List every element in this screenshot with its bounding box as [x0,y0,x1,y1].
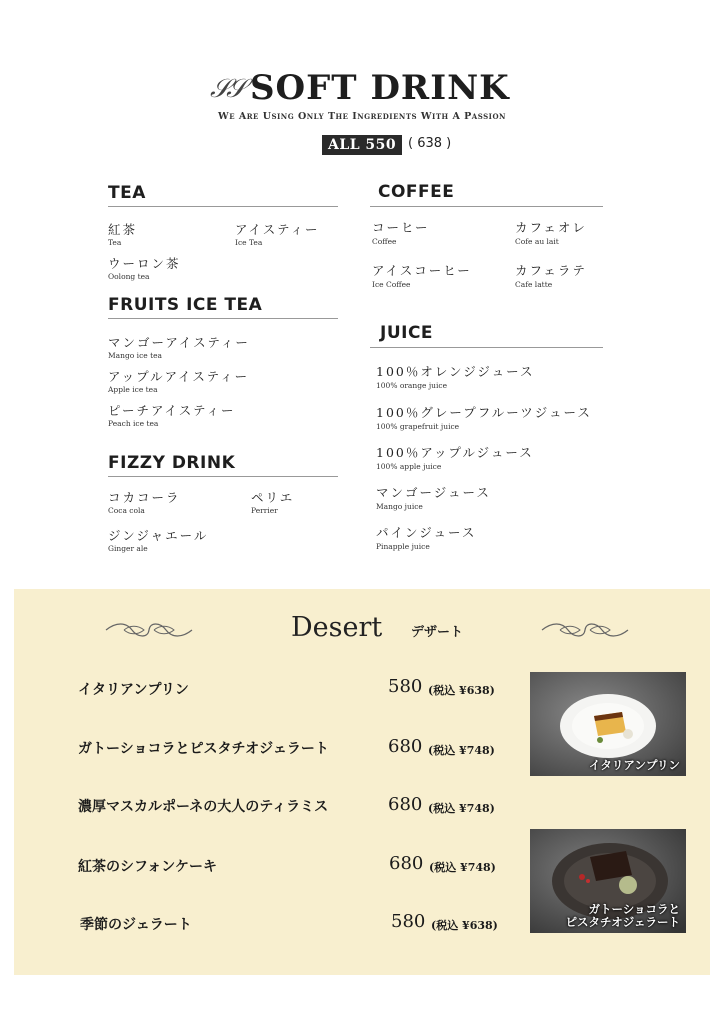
menu-subtitle: We Are Using Only The Ingredients With A Passion [218,111,506,122]
section-title-fruits-ice-tea: FRUITS ICE TEA [108,295,263,315]
menu-item-name: カフェオレ [515,220,587,235]
menu-item-name: ジンジャエール [108,528,209,543]
dessert-subtitle: デザート [411,625,464,640]
divider [370,206,603,207]
menu-item-english: Cofe au lait [515,237,559,246]
menu-title: SOFT DRINK [250,68,510,108]
menu-item-name: 100％オレンジジュース [376,364,535,379]
menu-item-english: Ice Tea [235,238,263,247]
photo-caption-line: ガトーショコラと [588,902,680,916]
dessert-item-price: 680 [389,853,424,874]
menu-item-name: マンゴージュース [376,485,491,500]
dessert-item-price: 580 [391,911,426,932]
menu-item-english: Peach ice tea [108,419,159,428]
photo-caption [565,903,680,929]
dessert-item-name: イタリアンプリン [78,682,189,698]
menu-item-name: コーヒー [372,220,430,235]
menu-item-english: Pinapple juice [376,542,430,551]
dessert-item-price: 580 [388,676,423,697]
dessert-item-name: 季節のジェラート [80,917,192,933]
menu-item-name: コカコーラ [108,490,181,505]
menu-title-block [210,68,510,112]
dessert-item-tax: (税込 ¥748) [428,802,495,815]
menu-item-name: 100％アップルジュース [376,445,534,460]
left-flourish-icon [104,622,194,638]
price-tax: ( 638 ) [408,136,452,151]
menu-item-name: ピーチアイスティー [108,403,236,418]
dessert-item-tax: (税込 ¥638) [428,684,495,697]
divider [108,318,338,319]
section-title-coffee: COFFEE [378,182,455,202]
menu-item-name: カフェラテ [515,263,587,278]
photo-caption: イタリアンプリン [588,758,680,772]
menu-item-name: アイスティー [235,222,320,237]
photo-italian-pudding [530,672,686,776]
photo-caption-line: ピスタチオジェラート [565,915,680,929]
menu-item-name: マンゴーアイスティー [108,335,250,350]
menu-item-english: Coca cola [108,506,145,515]
dessert-item-price: 680 [388,794,423,815]
dessert-item-tax: (税込 ¥638) [431,919,498,932]
menu-item-name: ウーロン茶 [108,256,181,271]
dessert-title: Desert [291,612,383,643]
divider [108,476,338,477]
script-flourish-icon: 𝒮𝒮 [210,74,243,104]
photo-gateau-chocolat [530,829,686,933]
section-title-tea: TEA [108,183,146,203]
menu-item-english: Ice Coffee [372,280,411,289]
menu-item-name: ペリエ [251,490,295,505]
menu-item-english: Ginger ale [108,544,148,553]
menu-item-name: パインジュース [376,525,477,540]
menu-item-name: 100％グレープフルーツジュース [376,405,592,420]
dessert-item-name: ガトーショコラとピスタチオジェラート [78,741,329,757]
dessert-item-tax: (税込 ¥748) [429,861,496,874]
menu-item-english: Coffee [372,237,397,246]
right-flourish-icon [540,622,630,638]
dessert-item-price: 680 [388,736,423,757]
section-title-juice: JUICE [380,323,434,343]
menu-item-name: アイスコーヒー [372,263,472,278]
section-title-fizzy-drink: FIZZY DRINK [108,453,236,473]
menu-item-english: 100% orange juice [376,381,448,390]
divider [108,206,338,207]
menu-item-english: Apple ice tea [108,385,158,394]
menu-item-english: Mango juice [376,502,423,511]
menu-item-english: 100% grapefruit juice [376,422,460,431]
dessert-item-tax: (税込 ¥748) [428,744,495,757]
divider [370,347,603,348]
menu-item-name: 紅茶 [108,222,138,237]
menu-item-name: アップルアイスティー [108,369,250,384]
dessert-item-name: 紅茶のシフォンケーキ [78,859,218,875]
menu-item-english: Tea [108,238,122,247]
menu-item-english: Cafe latte [515,280,553,289]
dessert-item-name: 濃厚マスカルポーネの大人のティラミス [78,799,329,815]
price-badge: ALL 550 [322,135,402,155]
menu-item-english: 100% apple juice [376,462,442,471]
menu-item-english: Perrier [251,506,278,515]
menu-item-english: Oolong tea [108,272,150,281]
menu-item-english: Mango ice tea [108,351,163,360]
